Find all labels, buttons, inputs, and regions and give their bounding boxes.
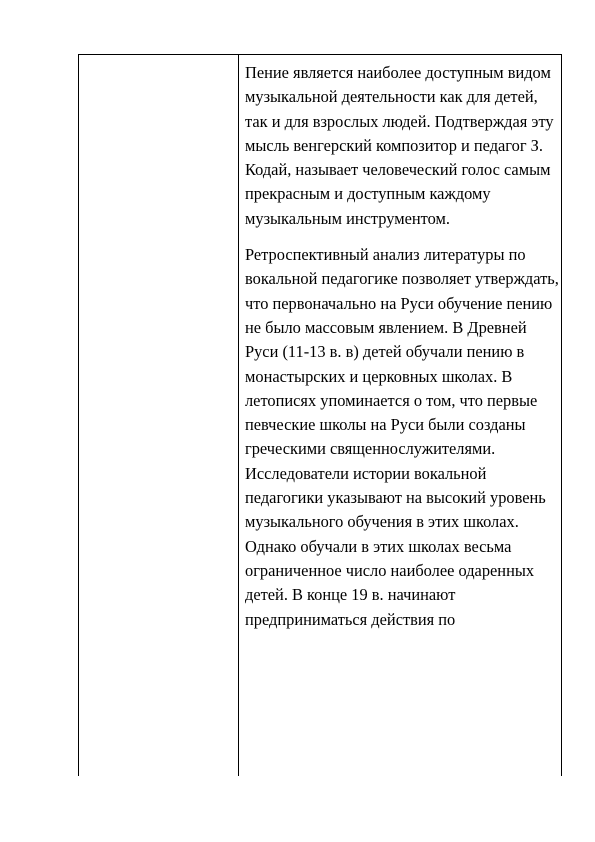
table-cell-left-empty	[79, 55, 238, 776]
paragraph-history: Ретроспективный анализ литературы по вокальной педагогике позволяет утверждать, что первоначально на Руси обучение пению не было массовым явлением. В Древней Руси (11-13 в. в) детей обучали пению в монастырских и церковных школах. В летописях упоминается о том, что первые певческие школы на Руси были созданы греческими священнослужителями. Исследователи истории вокальной педагогики указывают на высокий уровень музыкального обучения в этих школах. Однако обучали в этих школах весьма ограниченное число наиболее одаренных детей. В конце 19 в. начинают предприниматься действия по	[245, 245, 559, 629]
column-divider	[238, 55, 239, 776]
paragraph-intro: Пение является наиболее доступным видом музыкальной деятельности как для детей, так и для взрослых людей. Подтверждая эту мысль венгерский композитор и педагог З. Кодай, называет человеческий голос самым прекрасным и доступным каждому музыкальным инструментом.	[245, 63, 554, 228]
content-table	[78, 54, 562, 776]
table-cell-right-text	[245, 61, 559, 632]
